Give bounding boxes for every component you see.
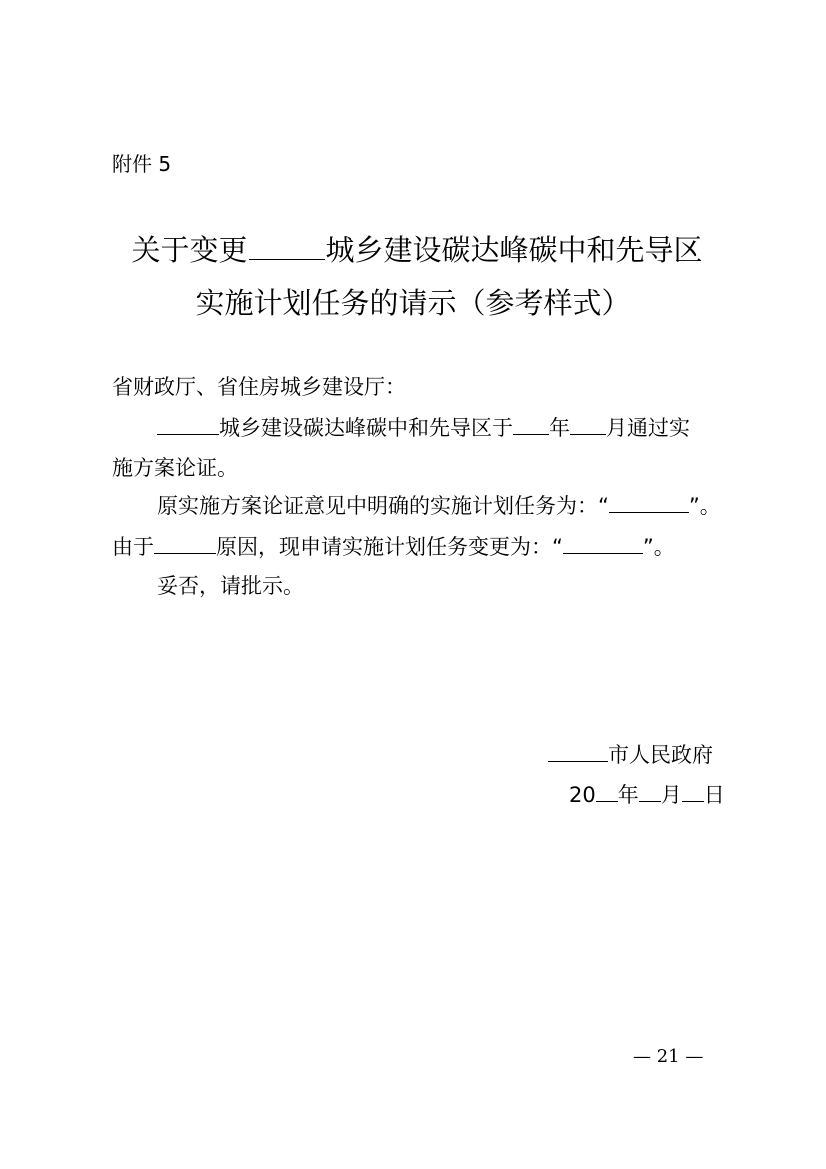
original-task-blank <box>609 495 689 513</box>
paragraph-2-text: 原实施方案论证意见中明确的实施计划任务为：“ <box>157 494 609 518</box>
signature-city-blank <box>548 744 608 762</box>
date-prefix: 20 <box>569 783 596 807</box>
date-year-label: 年 <box>617 783 639 807</box>
signature-text: 市人民政府 <box>608 743 713 767</box>
date-day-label: 日 <box>703 783 725 807</box>
paragraph-2-close: ”。 <box>688 494 721 518</box>
date-month-label: 月 <box>660 783 682 807</box>
reason-text: 原因，现申请实施计划任务变更为：“ <box>216 535 563 559</box>
reason-prefix: 由于 <box>112 535 154 559</box>
city-blank <box>157 417 219 435</box>
page-number: — 21 — <box>633 1046 704 1067</box>
paragraph-1-line-2: 施方案论证。 <box>112 456 238 480</box>
date-day-blank <box>682 784 704 802</box>
month-blank <box>570 417 606 435</box>
paragraph-1-line-1 <box>157 413 690 443</box>
date-year-blank <box>596 784 618 802</box>
closing-request: 妥否，请批示。 <box>157 574 304 598</box>
paragraph-2-line-2 <box>112 532 675 562</box>
year-blank <box>513 417 549 435</box>
paragraph-2-line-1 <box>157 491 721 521</box>
reason-blank <box>154 536 216 554</box>
paragraph-1-text: 城乡建设碳达峰碳中和先导区于 <box>219 416 513 440</box>
document-title-line-1 <box>0 230 826 270</box>
year-label: 年 <box>549 416 570 440</box>
document-title-line-2: 实施计划任务的请示（参考样式） <box>195 286 631 320</box>
reason-close: ”。 <box>642 535 675 559</box>
title-suffix: 城乡建设碳达峰碳中和先导区 <box>325 233 703 267</box>
date-month-blank <box>639 784 661 802</box>
signature <box>548 740 713 770</box>
new-task-blank <box>563 536 643 554</box>
salutation: 省财政厅、省住房城乡建设厅： <box>112 375 406 399</box>
title-prefix: 关于变更 <box>131 233 248 267</box>
month-label: 月通过实 <box>606 416 690 440</box>
city-name-blank <box>249 235 325 260</box>
attachment-label: 附件 5 <box>112 152 172 176</box>
date-line <box>569 780 725 810</box>
